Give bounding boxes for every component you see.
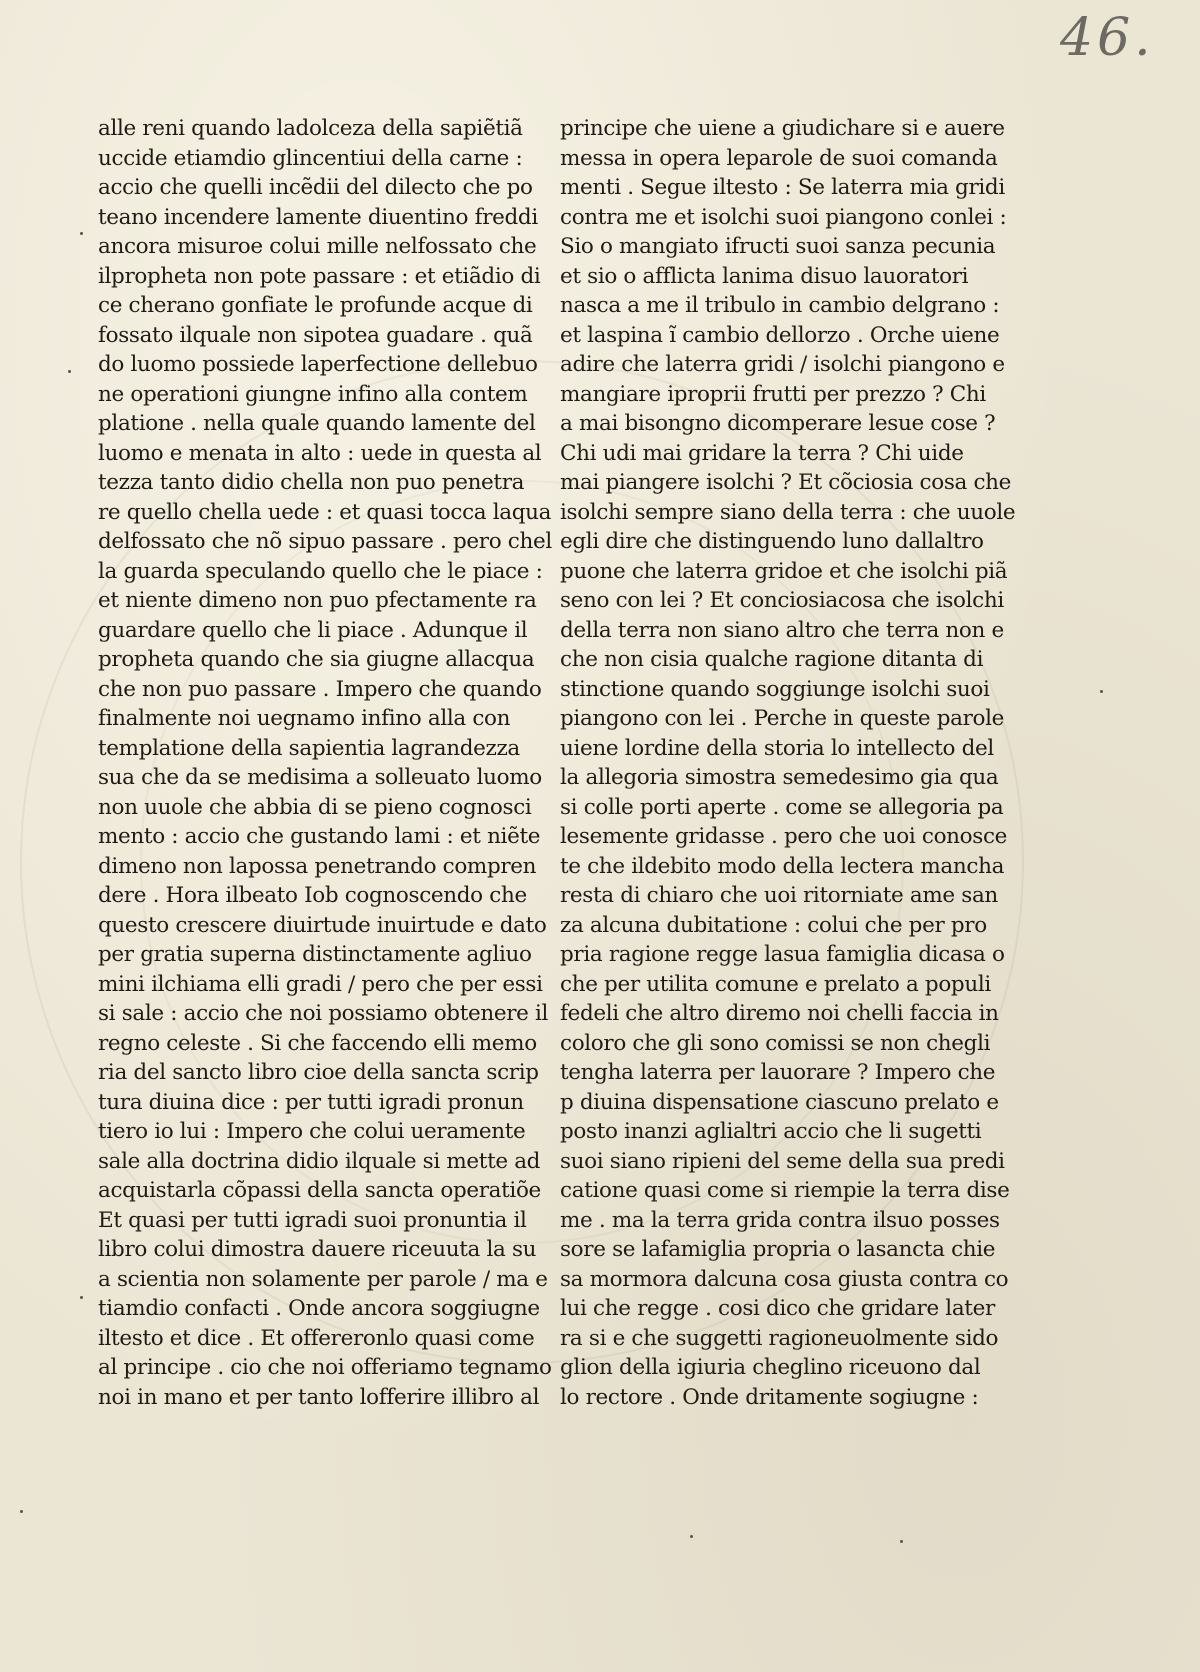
- text-line: mini ilchiama elli gradi / pero che per essi: [98, 971, 543, 997]
- text-line: Sio o mangiato ifructi suoi sanza pecunia: [560, 234, 996, 259]
- text-line: delfossato che nõ sipuo passare . pero chel: [98, 529, 552, 554]
- text-line: ilpropheta non pote passare : et etiãdio di: [98, 263, 541, 289]
- text-line: a scientia non solamente per parole / ma e: [98, 1266, 548, 1292]
- text-line: acquistarla cõpassi della sancta operatiõe: [98, 1178, 541, 1203]
- text-line: stinctione quando soggiunge isolchi suoi: [560, 676, 990, 702]
- text-line: piangono con lei . Perche in queste parole: [560, 706, 1005, 731]
- text-line: mento : accio che gustando lami : et niẽte: [98, 824, 541, 849]
- text-line: questo crescere diuirtude inuirtude e dato: [98, 912, 547, 938]
- text-line: me . ma la terra grida contra ilsuo posses: [560, 1207, 1000, 1233]
- text-line: regno celeste . Si che faccendo elli memo: [98, 1030, 537, 1056]
- text-line: tiamdio confacti . Onde ancora soggiugne: [98, 1296, 540, 1321]
- text-line: catione quasi come si riempie la terra dise: [560, 1178, 1010, 1203]
- text-line: uccide etiamdio glincentiui della carne :: [98, 145, 523, 171]
- text-line: si colle porti aperte . come se allegoria pa: [560, 794, 1004, 820]
- text-line: si sale : accio che noi possiamo obtenere il: [98, 1001, 549, 1026]
- text-line: noi in mano et per tanto lofferire illibro al: [98, 1384, 540, 1410]
- folio-number: 46.: [1060, 8, 1155, 68]
- text-line: glion della igiuria cheglino riceuono dal: [560, 1355, 981, 1380]
- text-line: ancora misuroe colui mille nelfossato che: [98, 234, 537, 259]
- text-line: della terra non siano altro che terra non e: [560, 617, 1004, 643]
- text-line: et sio o afflicta lanima disuo lauoratori: [560, 263, 969, 289]
- text-line: tiero io lui : Impero che colui ueramente: [98, 1119, 526, 1144]
- text-line: sore se lafamiglia propria o lasancta chie: [560, 1237, 996, 1262]
- text-line: te che ildebito modo della lectera mancha: [560, 853, 1005, 879]
- text-line: sa mormora dalcuna cosa giusta contra co: [560, 1266, 1009, 1292]
- text-line: a mai bisongno dicomperare lesue cose ?: [560, 411, 996, 436]
- text-line: fedeli che altro diremo noi chelli faccia in: [560, 1001, 999, 1026]
- text-line: che non cisia qualche ragione ditanta di: [560, 647, 984, 672]
- text-line: nasca a me il tribulo in cambio delgrano :: [560, 293, 1000, 318]
- text-line: dere . Hora ilbeato Iob cognoscendo che: [98, 883, 527, 908]
- text-line: principe che uiene a giudichare si e auere: [560, 116, 1005, 141]
- text-line: propheta quando che sia giugne allacqua: [98, 647, 535, 672]
- text-line: p diuina dispensatione ciascuno prelato e: [560, 1089, 999, 1115]
- text-line: ne operationi giungne infino alla contem: [98, 381, 528, 407]
- text-line: za alcuna dubitatione : colui che per pro: [560, 912, 987, 938]
- text-line: isolchi sempre siano della terra : che uuole: [560, 499, 1016, 525]
- text-line: lo rectore . Onde dritamente sogiugne :: [560, 1384, 979, 1410]
- left-text-column: [98, 114, 552, 1412]
- text-line: mangiare iproprii frutti per prezzo ? Chi: [560, 381, 986, 407]
- text-line: libro colui dimostra dauere riceuuta la su: [98, 1237, 537, 1262]
- text-line: adire che laterra gridi / isolchi piangono e: [560, 352, 1005, 377]
- text-line: tengha laterra per lauorare ? Impero che: [560, 1060, 996, 1085]
- text-line: luomo e menata in alto : uede in questa al: [98, 440, 542, 466]
- text-line: seno con lei ? Et conciosiacosa che isolchi: [560, 588, 1004, 613]
- text-line: re quello chella uede : et quasi tocca laqua: [98, 499, 552, 525]
- text-line: la allegoria simostra semedesimo gia qua: [560, 765, 999, 790]
- text-line: templatione della sapientia lagrandezza: [98, 735, 520, 761]
- text-line: ria del sancto libro cioe della sancta scrip: [98, 1060, 539, 1085]
- text-line: posto inanzi aglialtri accio che li sugetti: [560, 1119, 982, 1144]
- text-line: che per utilita comune e prelato a populi: [560, 971, 991, 997]
- text-line: non uuole che abbia di se pieno cognosci: [98, 794, 532, 820]
- text-line: alle reni quando ladolceza della sapiẽtiã: [98, 116, 523, 141]
- text-line: contra me et isolchi suoi piangono conlei :: [560, 204, 1007, 230]
- text-line: al principe . cio che noi offeriamo tegnamo: [98, 1355, 552, 1380]
- text-line: la guarda speculando quello che le piace :: [98, 558, 543, 584]
- text-line: do luomo possiede laperfectione dellebuo: [98, 352, 538, 377]
- text-line: platione . nella quale quando lamente del: [98, 411, 536, 436]
- text-line: sale alla doctrina didio ilquale si mette ad: [98, 1148, 541, 1174]
- text-line: accio che quelli incẽdii del dilecto che po: [98, 175, 533, 200]
- text-line: uiene lordine della storia lo intellecto del: [560, 735, 994, 761]
- text-line: dimeno non lapossa penetrando compren: [98, 853, 537, 879]
- text-line: Chi udi mai gridare la terra ? Chi uide: [560, 440, 964, 466]
- text-line: per gratia superna distinctamente agliuo: [98, 942, 532, 967]
- text-line: fossato ilquale non sipotea guadare . quã: [98, 322, 533, 348]
- text-line: messa in opera leparole de suoi comanda: [560, 145, 998, 171]
- text-line: sua che da se medisima a solleuato luomo: [98, 765, 542, 790]
- text-line: egli dire che distinguendo luno dallaltro: [560, 529, 984, 554]
- text-line: menti . Segue iltesto : Se laterra mia gridi: [560, 175, 1005, 200]
- text-line: suoi siano ripieni del seme della sua predi: [560, 1148, 1005, 1174]
- text-line: ra si e che suggetti ragioneuolmente sido: [560, 1325, 999, 1351]
- right-text-column: [560, 114, 1016, 1412]
- text-line: coloro che gli sono comissi se non chegli: [560, 1030, 991, 1056]
- text-line: tura diuina dice : per tutti igradi pronun: [98, 1089, 524, 1115]
- text-line: et laspina ĩ cambio dellorzo . Orche uiene: [560, 322, 1000, 348]
- text-line: Et quasi per tutti igradi suoi pronuntia il: [98, 1207, 527, 1233]
- text-line: mai piangere isolchi ? Et cõciosia cosa che: [560, 470, 1012, 495]
- text-line: che non puo passare . Impero che quando: [98, 676, 542, 702]
- text-line: lesemente gridasse . pero che uoi conosce: [560, 824, 1008, 849]
- text-line: puone che laterra gridoe et che isolchi piã: [560, 558, 1008, 584]
- text-line: resta di chiaro che uoi ritorniate ame san: [560, 883, 998, 908]
- text-line: et niente dimeno non puo pfectamente ra: [98, 588, 537, 613]
- text-line: teano incendere lamente diuentino freddi: [98, 204, 538, 230]
- text-line: guardare quello che li piace . Adunque il: [98, 617, 528, 643]
- text-line: pria ragione regge lasua famiglia dicasa o: [560, 942, 1005, 967]
- text-line: finalmente noi uegnamo infino alla con: [98, 706, 511, 731]
- text-line: iltesto et dice . Et offereronlo quasi come: [98, 1325, 535, 1351]
- text-line: ce cherano gonfiate le profunde acque di: [98, 293, 533, 318]
- text-line: tezza tanto didio chella non puo penetra: [98, 470, 525, 495]
- text-line: lui che regge . cosi dico che gridare later: [560, 1296, 995, 1321]
